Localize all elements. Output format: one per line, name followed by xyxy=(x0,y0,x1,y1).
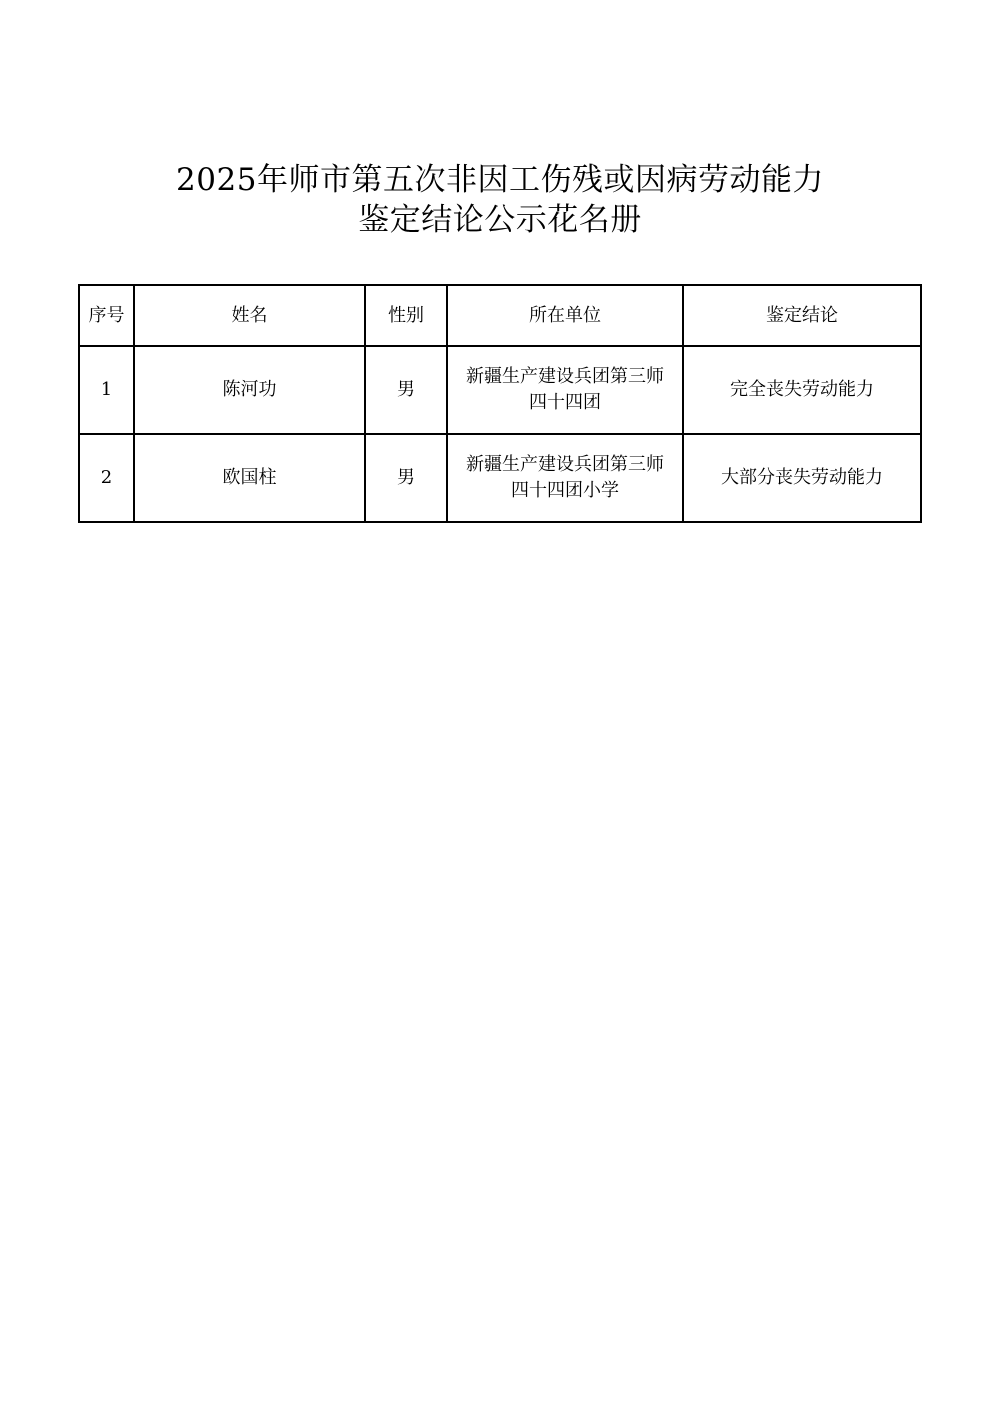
cell-gender: 男 xyxy=(365,434,447,522)
cell-unit-line-2: 四十四团 xyxy=(529,392,601,413)
document-title xyxy=(0,160,1000,240)
cell-gender: 男 xyxy=(365,346,447,434)
table-row xyxy=(79,434,921,522)
cell-unit xyxy=(447,346,683,434)
cell-serial-number: 2 xyxy=(79,434,134,522)
roster-table xyxy=(78,284,922,523)
cell-serial-number: 1 xyxy=(79,346,134,434)
title-line-2: 鉴定结论公示花名册 xyxy=(358,202,642,238)
header-serial-number: 序号 xyxy=(79,285,134,346)
cell-conclusion: 完全丧失劳动能力 xyxy=(683,346,921,434)
title-line-1: 2025年师市第五次非因工伤残或因病劳动能力 xyxy=(176,162,824,198)
cell-unit-line-1: 新疆生产建设兵团第三师 xyxy=(466,454,664,475)
cell-conclusion: 大部分丧失劳动能力 xyxy=(683,434,921,522)
cell-name: 陈河功 xyxy=(134,346,365,434)
header-unit: 所在单位 xyxy=(447,285,683,346)
table-header-row xyxy=(79,285,921,346)
cell-unit-line-2: 四十四团小学 xyxy=(511,480,619,501)
header-conclusion: 鉴定结论 xyxy=(683,285,921,346)
cell-unit-line-1: 新疆生产建设兵团第三师 xyxy=(466,366,664,387)
header-gender: 性别 xyxy=(365,285,447,346)
table-row xyxy=(79,346,921,434)
cell-name: 欧国柱 xyxy=(134,434,365,522)
cell-unit xyxy=(447,434,683,522)
header-name: 姓名 xyxy=(134,285,365,346)
